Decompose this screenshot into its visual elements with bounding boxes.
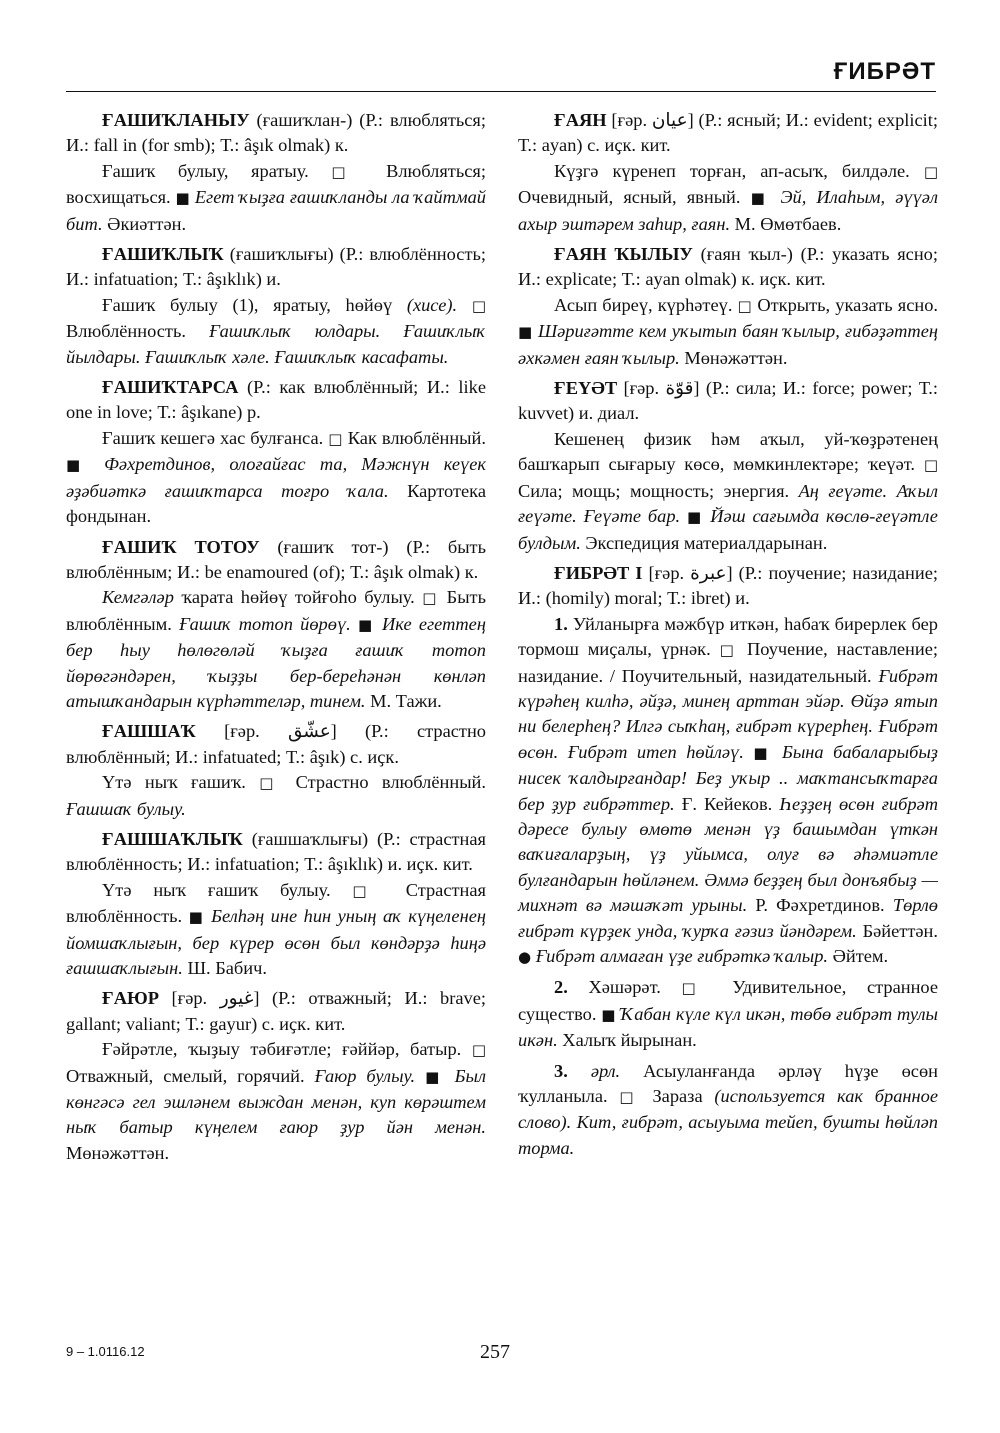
translation-marker-icon: □ [352,881,384,900]
headword: ҒАШИҠЛАНЫУ [102,110,250,130]
definition-text: Удивительное, странное существо. [518,977,938,1024]
definition-text: Отважный, смелый, горячий. [66,1065,315,1086]
example-text: (используется как бранное слово). Кит, ғибрәт, асыуыма тейеп, бушты һөйләп торма. [518,1086,939,1158]
entry-grammar: (ғашиҡлан-) (Р.: влюбляться; И.: fall in (for smb); Т.: âşık olmak) к. [66,110,486,156]
translation-marker-icon: □ [471,296,486,315]
definition-text: Влюбляться; восхищаться. [66,160,486,208]
entry-definition [518,612,938,971]
entry-definition [66,293,486,370]
printer-signature: 9 – 1.0116.12 [66,1344,145,1359]
entry-definition [66,426,486,530]
definition-text: Очевидный, ясный, явный. [518,187,751,208]
example-text: Бына бабаларыбыҙ нисек ҡалдырғандар! Беҙ уҡыр .. маҡтансыҡтарға бер ҙур ғибрәттер. [518,741,938,814]
definition-text: Ғашиҡ булыу (1), яратыу, һөйөү [102,294,407,315]
definition-text: Әкиәттән. [102,213,187,234]
definition-text [772,742,782,762]
definition-text: Р. Фәхретдинов. [747,895,893,916]
definition-text: Влюблённость. [66,321,210,342]
headword: ҒАЯН ҠЫЛЫУ [554,244,693,265]
definition-text: Быть влюблённым. [66,587,486,634]
dictionary-entry [518,561,938,971]
definition-text: Асыуланғанда әрләү һүҙе өсөн ҡулланыла. [518,1060,938,1107]
entry-grammar: [ғәр. عبرة] (Р.: поучение; назидание; И.: (homily) moral; Т.: ibret) и. [518,562,938,609]
definition-text: Ғәйрәтле, ҡыҙыу тәбиғәтле; ғәййәр, батыр. [102,1039,472,1060]
definition-text: М. Тажи. [365,690,442,711]
entry-head [66,375,486,426]
entry-grammar: (ғашиҡ тот-) (Р.: быть влюблённым; И.: be enamoured (of); Т.: âşık olmak) к. [66,536,486,582]
headword: ҒАШИҠ ТОТОУ [102,536,260,557]
definition-text [568,1061,591,1081]
example-marker-icon: ■ [175,189,190,208]
definition-text: Сила; мощь; мощность; энергия. [518,480,799,501]
right-column [518,108,938,1166]
entry-definition [66,878,486,982]
headword: ҒАШШАҠЛЫҠ [102,828,243,849]
example-text: Ғашиҡ тотоп йөрөү. [179,613,351,634]
example-text: Һеҙҙең өсөн ғибрәт дәресе булыу өмөтө менән үҙ башымдан үткән ваҡиғаларҙың, үҙ уйымса, олуғ вә әһәмиәтле булғандарын һөйләнем. Әммә беҙҙең был донъябыҙ — михнәт вә мәшәҡәт урыны. [518,793,938,916]
entry-grammar: (ғаян ҡыл-) (Р.: указать ясно; И.: explicate; Т.: ayan olmak) к. иҫк. кит. [518,244,938,290]
definition-text [770,187,780,207]
definition-text: Күҙгә күренеп торған, ап-асыҡ, билдәле. [554,160,924,181]
example-text: Эй, Илаһым, әүүәл ахыр эштәрем заһир, ғаян. [518,187,938,234]
entry-grammar: [ғәр. عيان] (Р.: ясный; И.: evident; explicit; Т.: ayan) с. иҫк. кит. [518,110,938,156]
example-marker-icon: ■ [518,323,533,342]
dictionary-entry [518,242,938,371]
headword: ҒАШИҠЛЫҠ [102,244,224,265]
definition-text [744,742,754,762]
translation-marker-icon: □ [422,589,440,608]
example-marker-icon: ■ [425,1067,445,1086]
example-text: Ғашшаҡ булыу. [66,798,186,819]
translation-marker-icon: □ [923,456,938,475]
definition-text [351,614,358,634]
dictionary-entry [66,986,486,1166]
headword: ҒАШИҠТАРСА [102,377,239,398]
definition-text [457,295,472,315]
definition-text: Ш. Бабич. [182,958,267,978]
example-text: (хисе). [406,294,458,315]
proverb-marker-icon: ● [518,948,532,966]
headword: ҒАШШАҠ [102,721,196,742]
entry-head [518,561,938,612]
example-text: Аң ғеүәте. Аҡыл ғеүәте. Ғеүәте бар. [518,480,938,527]
definition-text: Ғ. Кейеков. [674,793,780,814]
dictionary-entry [66,242,486,370]
translation-marker-icon: □ [331,162,364,181]
left-column [66,108,486,1171]
example-text: Ике егеттең бер һыу һөлөгөләй ҡыҙға ғашиҡ тотоп йөрөгәндәрен, ҡыҙҙы бер-береһәнән көнләп атышҡандарын күрһәттеләр, тинем. [66,613,486,711]
translation-marker-icon: □ [681,979,712,998]
definition-text [445,1066,455,1086]
definition-text [90,454,104,474]
dictionary-entry [518,1059,938,1162]
dictionary-entry [66,375,486,529]
entry-head [518,242,938,293]
definition-text [375,614,382,634]
entry-definition [518,1059,938,1162]
example-marker-icon: ■ [686,508,704,527]
entry-head [66,986,486,1037]
entry-grammar: (Р.: как влюблённый; И.: like one in love; Т.: âşıkane) р. [66,377,486,423]
example-text: әрл. [590,1060,621,1081]
entry-grammar: [ғәр. عشّق] (Р.: страстно влюблённый; И.: infatuated; Т.: âşık) с. иҫк. [66,721,486,767]
entry-definition [66,770,486,822]
definition-text: Әйтем. [828,946,889,966]
definition-text: Поучение, наставление; назидание. / Поучительный, назидательный. [518,639,938,686]
example-text: Ғашиҡлыҡ юлдары. Ғашиҡлыҡ йылдары. Ғашиҡлыҡ хәле. Ғашиҡлыҡ касафаты. [66,321,486,367]
entry-head [518,108,938,159]
example-marker-icon: ■ [601,1005,616,1024]
example-text: Ҡабан күле күл икән, төбө ғибрәт тулы икән. [518,1003,938,1051]
entry-head [66,719,486,770]
example-marker-icon: ■ [357,615,375,634]
definition-text [680,506,687,526]
definition-text: Картотека фондынан. [66,480,486,527]
dictionary-entry [518,108,938,237]
example-marker-icon: ■ [188,908,205,927]
entry-grammar: [ғәр. قوّة] (Р.: сила; И.: force; power; Т.: kuvvet) и. диал. [518,378,938,424]
entry-head [66,242,486,293]
example-marker-icon: ■ [750,189,771,208]
example-text: Ғибрәт алмаған үҙе ғибрәткә ҡалыр. [535,946,828,966]
definition-text: Бәйеттән. [856,920,938,941]
definition-text: Асып биреү, күрһәтеү. [554,294,738,315]
definition-text: Халыҡ йырынан. [557,1030,697,1051]
definition-text: Уйланырға мәжбүр иткән, һабаҡ бирерлек бер тормош миҫалы, үрнәк. [518,613,938,660]
header-rule [66,91,936,92]
translation-marker-icon: □ [259,774,283,793]
running-head: ҒИБРӘТ [833,58,936,85]
entry-head [66,108,486,159]
sense-number: 1. [554,613,568,634]
definition-text: Зараза [640,1086,715,1107]
example-text: Фәхретдинов, олоғайғас та, Мәжнүн кеүек әҙәбиәткә ғашиҡтарса тоғро ҡала. [66,454,486,501]
definition-text: М. Өмөтбаев. [730,213,842,234]
definition-text: Экспедиция материалдарынан. [580,532,828,553]
example-text: Төрлө ғибрәт күрҙек унда, ҡурҡа ғәзиз йәндәрем. [518,895,938,941]
definition-text: Үтә ныҡ ғашиҡ. [102,772,260,793]
example-text: Йәш сағымда көслө-ғеүәтле булдым. [518,506,938,553]
example-text: Белһәң ине һин уның аҡ күңеленең йомшаҡлығын, бер күрер өсөн был көндәрҙә һиңә ғашшаҡлығын. [66,906,486,978]
entry-definition [518,159,938,237]
example-text: Шәриғәтте кем уҡытып баян ҡылыр, ғибәҙәттең әхкәмен ғаян ҡылыр. [518,321,938,368]
entry-grammar: (ғашиҡлығы) (Р.: влюблённость; И.: infatuation; Т.: âşıklık) и. [66,244,486,290]
example-text: Ғибрәт күрәһең килһә, әйҙә, минең арттан эйәр. Өйҙә ятып ни белерһең? Илгә сыҡһаң, ғибрәт күрерһең. Ғибрәт өсөн. Ғибрәт итеп һөйләү. [518,665,938,762]
example-text: Ғаюр булыу. [314,1065,416,1086]
definition-text: Страстная влюблённость. [66,879,487,927]
translation-marker-icon: □ [737,296,753,315]
dictionary-entry [66,827,486,981]
page-number: 257 [480,1341,510,1363]
entry-definition [66,159,486,237]
headword: ҒЕҮӘТ [554,378,618,399]
entry-grammar: (ғашшаҡлығы) (Р.: страстная влюблённость; И.: infatuation; Т.: âşıklık) и. иҫк. кит. [66,828,486,875]
example-text: Был көнгәсә гел эшләнем выждан менән, куп көрәштем ныҡ батыр күңелем ғаюр ҙур йән менән. [66,1065,486,1138]
entry-head [518,376,938,427]
example-marker-icon: ■ [753,743,773,762]
example-marker-icon: ■ [66,456,90,475]
headword: ҒИБРӘТ I [554,562,643,583]
entry-definition [66,1037,486,1166]
entry-definition [518,293,938,371]
entry-definition [518,427,938,556]
definition-text: ҡарата һөйөү тойғоһо булыу. [173,587,423,608]
definition-text: Ғашиҡ кешегә хас булғанса. [102,427,329,448]
translation-marker-icon: □ [923,162,938,181]
entry-grammar: [ғәр. غيور] (Р.: отважный; И.: brave; gallant; valiant; Т.: gayur) с. иҫк. кит. [66,988,486,1034]
headword: ҒАЯН [554,110,607,130]
definition-text [415,1066,425,1086]
definition-text: Кешенең физик һәм аҡыл, уй-ҡөҙрәтенең башҡарып сығарыу көсө, мөмкинлектәре; ҡеүәт. [518,428,938,475]
definition-text: Мөнәжәттән. [66,1142,170,1163]
translation-marker-icon: □ [328,429,343,448]
entry-definition [518,975,938,1053]
example-text: Егет ҡыҙға ғашиҡланды ла ҡайтмай бит. [66,187,486,234]
sense-number: 3. [554,1060,568,1081]
entry-definition [66,585,486,714]
definition-text: Страстно влюблённый. [282,772,486,793]
dictionary-entry [66,108,486,237]
dictionary-entry [66,535,486,715]
dictionary-entry [66,719,486,822]
entry-head [66,535,486,586]
dictionary-entry [518,975,938,1053]
definition-text: Үтә ныҡ ғашиҡ булыу. [102,879,353,900]
headword: ҒАЮР [102,988,159,1009]
dictionary-entry [518,376,938,556]
definition-text: Мөнәжәттән. [679,347,788,368]
translation-marker-icon: □ [619,1088,641,1107]
definition-text: Открыть, указать ясно. [752,294,938,315]
example-text: Кемгәләр [102,587,174,608]
definition-text: Ғашиҡ булыу, яратыу. [102,160,332,181]
translation-marker-icon: □ [719,641,739,660]
translation-marker-icon: □ [471,1041,486,1060]
definition-text: Как влюблённый. [342,427,486,448]
sense-number: 2. [554,977,568,998]
definition-text: Хәшәрәт. [567,977,682,998]
entry-head [66,827,486,878]
